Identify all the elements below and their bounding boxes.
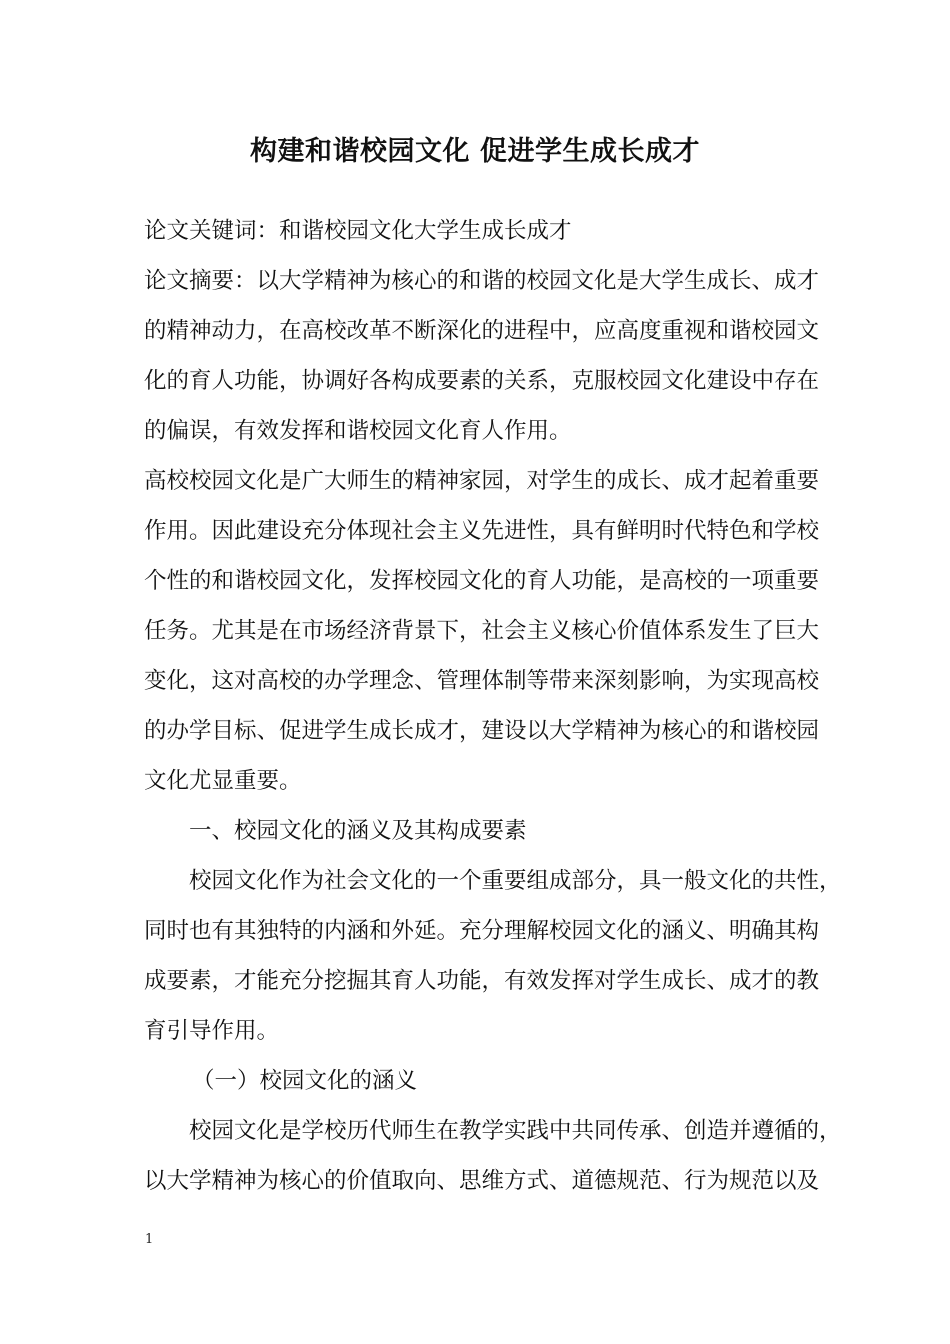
abstract-line: 论文摘要：以大学精神为核心的和谐的校园文化是大学生成长、成才 (144, 268, 820, 294)
body-line: 同时也有其独特的内涵和外延。充分理解校园文化的涵义、明确其构 (144, 918, 820, 944)
body-line: 成要素，才能充分挖掘其育人功能，有效发挥对学生成长、成才的教 (144, 968, 820, 994)
document-title: 构建和谐校园文化 促进学生成长成才 (250, 136, 700, 167)
page-number: 1 (145, 1232, 154, 1247)
subsection-heading: （一）校园文化的涵义 (192, 1068, 418, 1094)
body-line: 作用。因此建设充分体现社会主义先进性，具有鲜明时代特色和学校 (144, 518, 820, 544)
keywords-line: 论文关键词：和谐校园文化大学生成长成才 (144, 218, 572, 244)
abstract-line: 的精神动力，在高校改革不断深化的进程中，应高度重视和谐校园文 (144, 318, 820, 344)
body-line: 高校校园文化是广大师生的精神家园，对学生的成长、成才起着重要 (144, 468, 820, 494)
abstract-line: 的偏误，有效发挥和谐校园文化育人作用。 (144, 418, 572, 444)
section-heading: 一、校园文化的涵义及其构成要素 (189, 818, 527, 844)
document-body (144, 206, 842, 1206)
body-line: 校园文化作为社会文化的一个重要组成部分，具一般文化的共性， (189, 868, 842, 894)
body-line: 个性的和谐校园文化，发挥校园文化的育人功能，是高校的一项重要 (144, 568, 820, 594)
body-line: 以大学精神为核心的价值取向、思维方式、道德规范、行为规范以及 (144, 1168, 820, 1194)
body-line: 的办学目标、促进学生成长成才，建设以大学精神为核心的和谐校园 (144, 718, 820, 744)
body-line: 育引导作用。 (144, 1018, 280, 1044)
body-line: 任务。尤其是在市场经济背景下，社会主义核心价值体系发生了巨大 (144, 618, 820, 644)
body-line: 文化尤显重要。 (144, 768, 302, 794)
body-line: 校园文化是学校历代师生在教学实践中共同传承、创造并遵循的， (189, 1118, 842, 1144)
body-line: 变化，这对高校的办学理念、管理体制等带来深刻影响，为实现高校 (144, 668, 820, 694)
abstract-line: 化的育人功能，协调好各构成要素的关系，克服校园文化建设中存在 (144, 368, 820, 394)
